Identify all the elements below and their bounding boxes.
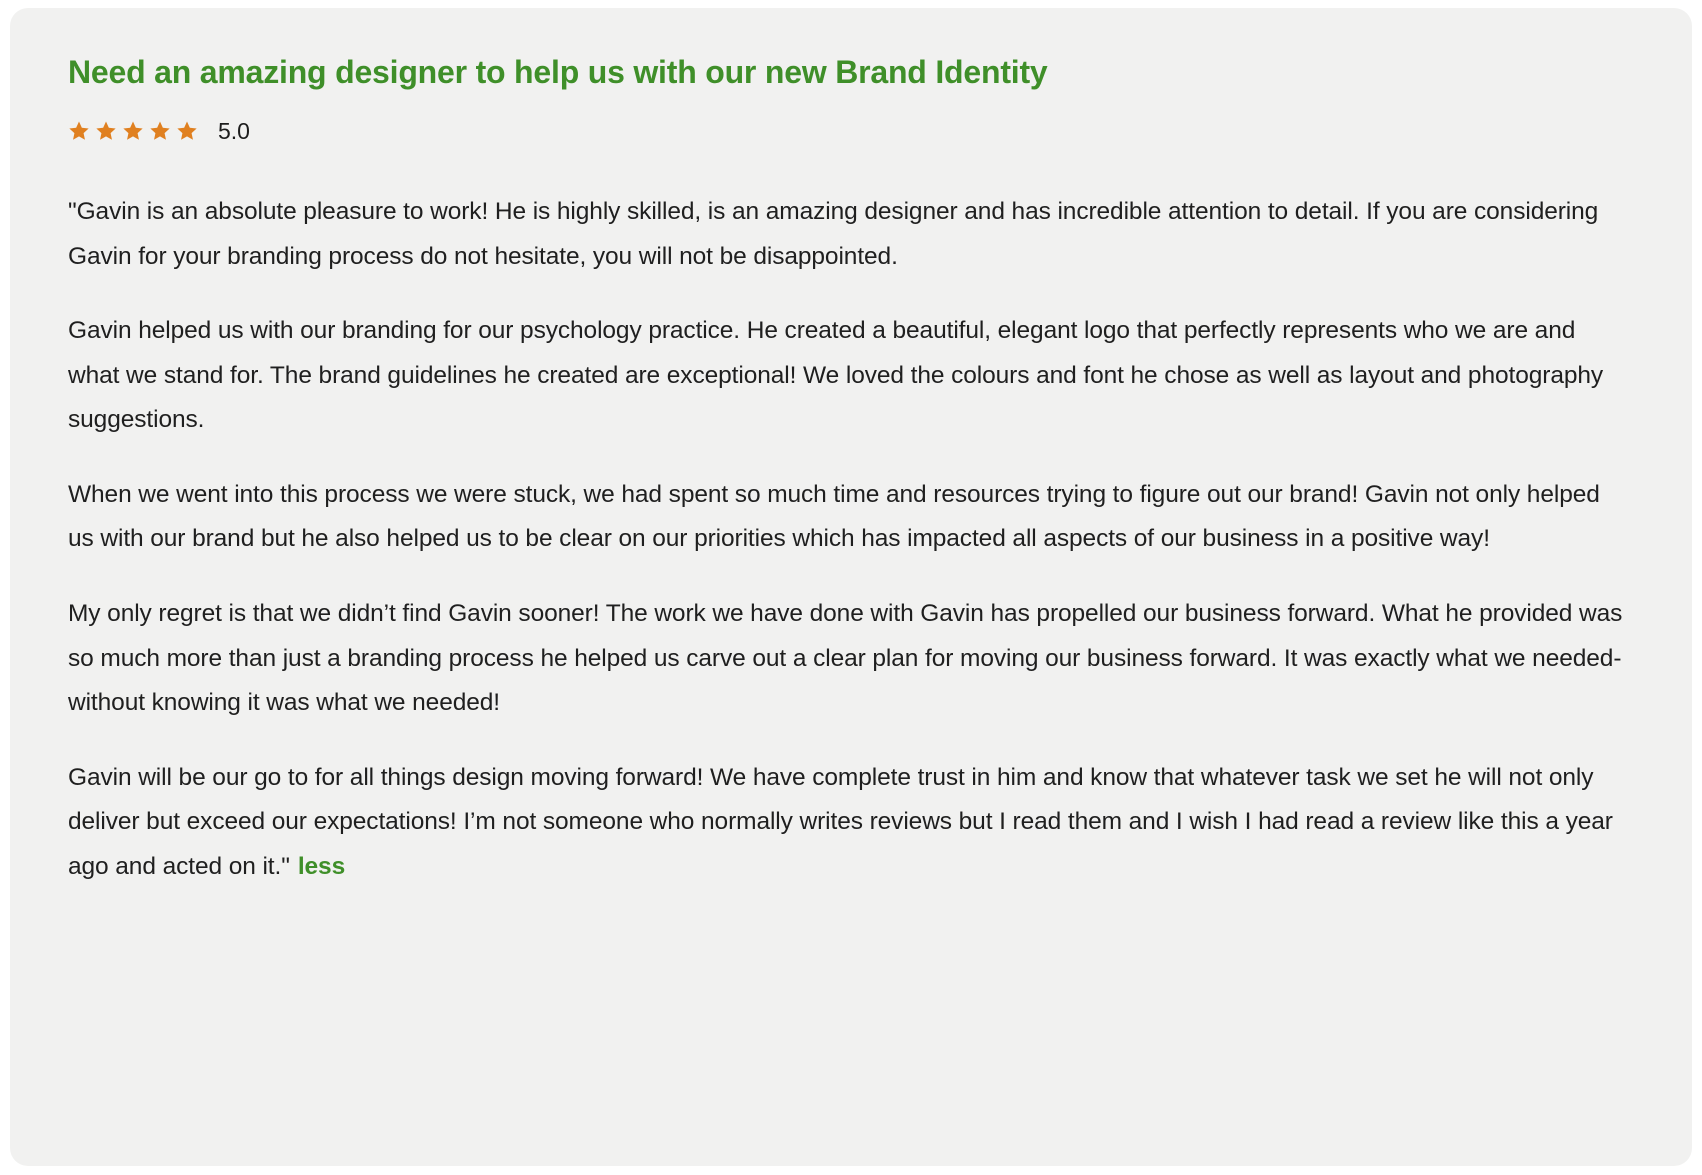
review-paragraph-last: [68, 756, 1628, 890]
star-icon: [176, 120, 198, 142]
star-icon: [95, 120, 117, 142]
star-icon: [122, 120, 144, 142]
review-card: [10, 8, 1692, 1166]
show-less-link[interactable]: less: [297, 852, 346, 880]
review-paragraph: When we went into this process we were stuck, we had spent so much time and resources trying to figure out our brand! Gavin not only helped us with our brand but he also helped us to be clear on our priorities which has impacted all aspects of our business in a positive way!: [68, 480, 1600, 553]
review-paragraph: "Gavin is an absolute pleasure to work! He is highly skilled, is an amazing designer and has incredible attention to detail. If you are considering Gavin for your branding process do not hesitate, you will not be disappointed.: [68, 198, 1599, 270]
rating-value: 5.0: [218, 117, 250, 144]
review-paragraph: My only regret is that we didn’t find Gavin sooner! The work we have done with Gavin has propelled our business forward. What he provided was so much more than just a branding process he helped us carve out a clear plan for moving our business forward. It was exactly what we needed- without knowing it was what we needed!: [68, 600, 1623, 717]
review-body: [68, 190, 1634, 890]
star-icon: [149, 120, 171, 142]
review-title: Need an amazing designer to help us with our new Brand Identity: [68, 54, 1048, 90]
review-paragraph-text: Gavin will be our go to for all things design moving forward! We have complete trust in him and know that whatever task we set he will not only deliver but exceed our expectations! I’m not someone who normally writes reviews but I read them and I wish I had read a review like this a year ago and acted on it.": [68, 763, 1613, 880]
rating-row: [68, 116, 1634, 146]
review-paragraph: Gavin helped us with our branding for our psychology practice. He created a beautiful, elegant logo that perfectly represents who we are and what we stand for. The brand guidelines he created are exceptional! We loved the colours and font he chose as well as layout and photography suggestions.: [68, 317, 1604, 434]
star-icon: [68, 120, 90, 142]
star-rating: [68, 120, 198, 142]
